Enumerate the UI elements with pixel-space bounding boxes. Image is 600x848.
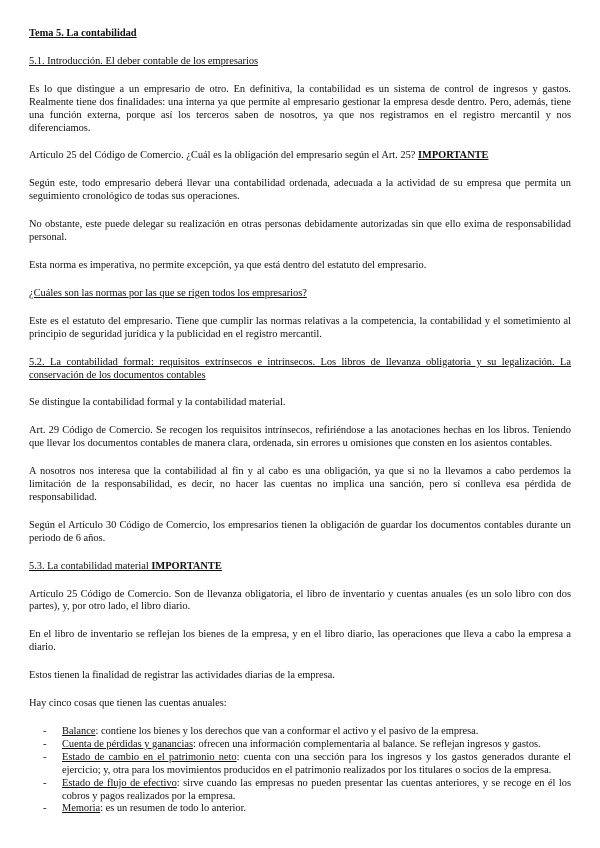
paragraph: Según este, todo empresario deberá llevar una contabilidad ordenada, adecuada a la actividad de su empresa que permita un seguimiento cronológico de todas sus operaciones. xyxy=(29,178,571,203)
dash-bullet: - xyxy=(43,726,47,737)
annual-accounts-list xyxy=(29,726,571,816)
list-item-text: : es un resumen de todo lo anterior. xyxy=(100,803,247,815)
paragraph: Esta norma es imperativa, no permite excepción, ya que está dentro del estatuto del empresario. xyxy=(29,259,427,271)
section-5-1-heading: 5.1. Introducción. El deber contable de los empresarios xyxy=(29,55,259,67)
important-label: IMPORTANTE xyxy=(151,560,222,572)
list-item-term: Memoria xyxy=(62,803,101,815)
list-item-term: Estado de cambio en el patrimonio neto xyxy=(62,751,237,763)
list-item-text: : contiene los bienes y los derechos que van a conformar el activo y el pasivo de la empresa. xyxy=(95,726,479,737)
paragraph-text: Artículo 25 del Código de Comercio. ¿Cuál es la obligación del empresario según el Art. 25? xyxy=(29,150,418,162)
important-label: IMPORTANTE xyxy=(417,150,489,162)
paragraph: Art. 29 Código de Comercio. Se recogen los requisitos intrínsecos, refiriéndose a las anotaciones hechas en los libros. Teniendo que llevar los documentos contables de manera clara, ordenada, sin errores u omisiones que consten en los asientos contables. xyxy=(29,425,571,450)
dash-bullet: - xyxy=(43,803,47,815)
list-item-text: : sirve cuando las empresas no pueden presentar las cuentas anteriores, y se recoge en él los cobros y pagos realizados por la empresa. xyxy=(62,777,572,802)
list-item-text: : ofrecen una información complementaria al balance. Se reflejan ingresos y gastos. xyxy=(193,738,541,750)
paragraph: Artículo 25 Código de Comercio. Son de llevanza obligatoria, el libro de inventario y cuentas anuales (es un solo libro con dos partes), y, por otro lado, el libro diario. xyxy=(29,588,571,613)
list-item xyxy=(29,803,571,816)
paragraph: Hay cinco cosas que tienen las cuentas anuales: xyxy=(29,698,227,710)
list-item xyxy=(29,726,571,739)
paragraph: No obstante, este puede delegar su realización en otras personas debidamente autorizadas sin que ello exima de responsabilidad personal. xyxy=(29,219,571,244)
list-item xyxy=(29,739,571,752)
question-heading: ¿Cuáles son las normas por las que se rigen todos los empresarios? xyxy=(29,287,307,299)
paragraph: Es lo que distingue a un empresario de otro. En definitiva, la contabilidad es un sistema de control de ingresos y gastos. Realmente tiene dos finalidades: una interna ya que permite al empresario gestionar la empresa desde dentro. Pero, además, tiene una función externa, porque así los terceros saben de nosotros, ya que nos registramos en el registro mercantil y nos diferenciamos. xyxy=(29,83,571,134)
section-5-2-heading: 5.2. La contabilidad formal: requisitos extrínsecos e intrínsecos. Los libros de llevanza obligatoria y su legalización. La conservación de los documentos contables xyxy=(29,356,571,381)
document-page xyxy=(29,28,571,816)
list-item-term: Estado de flujo de efectivo xyxy=(62,777,177,789)
dash-bullet: - xyxy=(43,738,47,750)
paragraph-article-25 xyxy=(29,150,571,163)
dash-bullet: - xyxy=(43,751,47,763)
list-item-term: Balance xyxy=(62,726,96,737)
paragraph: Estos tienen la finalidad de registrar las actividades diarias de la empresa. xyxy=(29,670,335,682)
section-heading-text: 5.3. La contabilidad material xyxy=(29,560,152,572)
paragraph: Se distingue la contabilidad formal y la contabilidad material. xyxy=(29,397,286,409)
list-item-text: : cuenta con una sección para los ingresos y los gastos generados durante el ejercicio; y, otra para los movimientos producidos en el patrimonio realizados por los titulares o socios de la empresa. xyxy=(62,751,571,776)
paragraph: Según el Artículo 30 Código de Comercio, los empresarios tienen la obligación de guardar los documentos contables durante un periodo de 6 años. xyxy=(29,519,571,544)
section-5-3-heading xyxy=(29,561,571,574)
dash-bullet: - xyxy=(43,777,47,789)
paragraph: Este es el estatuto del empresario. Tiene que cumplir las normas relativas a la competencia, la contabilidad y el sometimiento al principio de seguridad jurídica y la publicidad en el registro mercantil. xyxy=(29,315,571,340)
document-title: Tema 5. La contabilidad xyxy=(29,28,137,39)
paragraph: A nosotros nos interesa que la contabilidad al fin y al cabo es una obligación, ya que si no la llevamos a cabo perdemos la limitación de la responsabilidad, es decir, no hacer las cuentas no implica una sanción, pero sí conlleva esa pérdida de responsabilidad. xyxy=(29,466,571,503)
list-item-term: Cuenta de pérdidas y ganancias xyxy=(62,738,193,750)
list-item xyxy=(29,778,571,804)
list-item xyxy=(29,752,571,778)
paragraph: En el libro de inventario se reflejan los bienes de la empresa, y en el libro diario, las operaciones que lleva a cabo la empresa a diario. xyxy=(29,629,571,654)
